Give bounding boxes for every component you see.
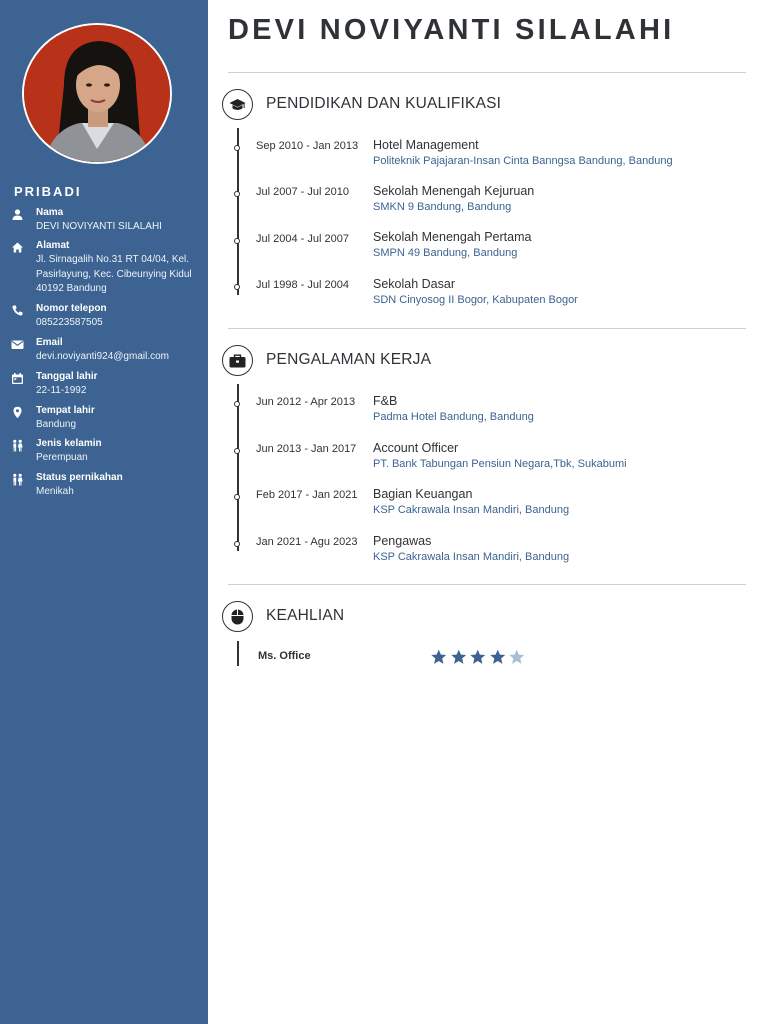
- experience-title: Bagian Keuangan: [373, 487, 473, 501]
- experience-company: Padma Hotel Bandung, Bandung: [373, 411, 534, 423]
- timeline-dot: [234, 191, 240, 197]
- field-value: Perempuan: [36, 452, 88, 463]
- phone-icon: [11, 304, 24, 317]
- skill-rating: [429, 648, 527, 666]
- experience-date: Feb 2017 - Jan 2021: [256, 489, 358, 501]
- star-filled-icon: [449, 648, 469, 666]
- education-date: Jul 2004 - Jul 2007: [256, 233, 349, 245]
- field-value: 085223587505: [36, 317, 103, 328]
- experience-section-title: PENGALAMAN KERJA: [266, 351, 432, 368]
- timeline-dot: [234, 145, 240, 151]
- experience-title: Account Officer: [373, 441, 459, 455]
- star-filled-icon: [468, 648, 488, 666]
- divider: [228, 584, 746, 585]
- divider: [228, 72, 746, 73]
- education-title: Sekolah Dasar: [373, 277, 455, 291]
- education-date: Sep 2010 - Jan 2013: [256, 140, 359, 152]
- timeline-dot: [234, 284, 240, 290]
- experience-title: Pengawas: [373, 534, 432, 548]
- skill-name: Ms. Office: [258, 650, 311, 662]
- field-label: Alamat: [36, 240, 70, 251]
- education-institution: SDN Cinyosog II Bogor, Kabupaten Bogor: [373, 294, 578, 306]
- field-label: Nama: [36, 207, 64, 218]
- field-label: Nomor telepon: [36, 303, 107, 314]
- field-value: Menikah: [36, 486, 74, 497]
- star-empty-icon: [507, 648, 527, 666]
- person-icon: [11, 208, 24, 221]
- field-value: 22-11-1992: [36, 385, 87, 396]
- location-pin-icon: [11, 406, 24, 419]
- divider: [228, 328, 746, 329]
- resume-name: DEVI NOVIYANTI SILALAHI: [228, 14, 675, 46]
- mouse-icon: [222, 601, 253, 632]
- education-timeline: [237, 128, 239, 295]
- experience-date: Jun 2013 - Jan 2017: [256, 443, 357, 455]
- field-value: devi.noviyanti924@gmail.com: [36, 351, 169, 362]
- skills-timeline: [237, 641, 239, 666]
- home-icon: [11, 241, 24, 254]
- education-title: Sekolah Menengah Pertama: [373, 230, 532, 244]
- timeline-dot: [234, 401, 240, 407]
- field-label: Status pernikahan: [36, 472, 123, 483]
- timeline-dot: [234, 494, 240, 500]
- experience-title: F&B: [373, 394, 398, 408]
- education-section-title: PENDIDIKAN DAN KUALIFIKASI: [266, 95, 502, 112]
- education-title: Hotel Management: [373, 138, 479, 152]
- education-institution: Politeknik Pajajaran-Insan Cinta Banngsa Bandung, Bandung: [373, 155, 673, 167]
- field-value: Bandung: [36, 419, 77, 430]
- experience-date: Jun 2012 - Apr 2013: [256, 396, 356, 408]
- profile-photo: [22, 23, 172, 164]
- star-filled-icon: [429, 648, 449, 666]
- field-value: Jl. Sirnagalih No.31 RT 04/04, Kel. Pasirlayung, Kec. Cibeunying Kidul 40192 Bandung: [36, 254, 192, 294]
- experience-timeline: [237, 384, 239, 551]
- star-filled-icon: [488, 648, 508, 666]
- personal-section-title: PRIBADI: [14, 184, 82, 199]
- field-label: Tempat lahir: [36, 405, 95, 416]
- experience-company: KSP Cakrawala Insan Mandiri, Bandung: [373, 551, 570, 563]
- graduation-cap-icon: [222, 89, 253, 120]
- timeline-dot: [234, 541, 240, 547]
- skills-section-title: KEAHLIAN: [266, 607, 345, 624]
- marital-status-icon: [11, 473, 24, 486]
- education-date: Jul 1998 - Jul 2004: [256, 279, 349, 291]
- experience-company: PT. Bank Tabungan Pensiun Negara,Tbk, Sukabumi: [373, 458, 627, 470]
- sidebar: [0, 0, 208, 1024]
- briefcase-icon: [222, 345, 253, 376]
- experience-company: KSP Cakrawala Insan Mandiri, Bandung: [373, 504, 570, 516]
- calendar-icon: [11, 372, 24, 385]
- timeline-dot: [234, 238, 240, 244]
- field-value: DEVI NOVIYANTI SILALAHI: [36, 221, 162, 232]
- field-label: Jenis kelamin: [36, 438, 102, 449]
- field-label: Tanggal lahir: [36, 371, 98, 382]
- experience-date: Jan 2021 - Agu 2023: [256, 536, 358, 548]
- education-date: Jul 2007 - Jul 2010: [256, 186, 349, 198]
- email-icon: [11, 338, 24, 351]
- gender-icon: [11, 439, 24, 452]
- education-institution: SMPN 49 Bandung, Bandung: [373, 247, 518, 259]
- education-title: Sekolah Menengah Kejuruan: [373, 184, 535, 198]
- timeline-dot: [234, 448, 240, 454]
- education-institution: SMKN 9 Bandung, Bandung: [373, 201, 512, 213]
- field-label: Email: [36, 337, 63, 348]
